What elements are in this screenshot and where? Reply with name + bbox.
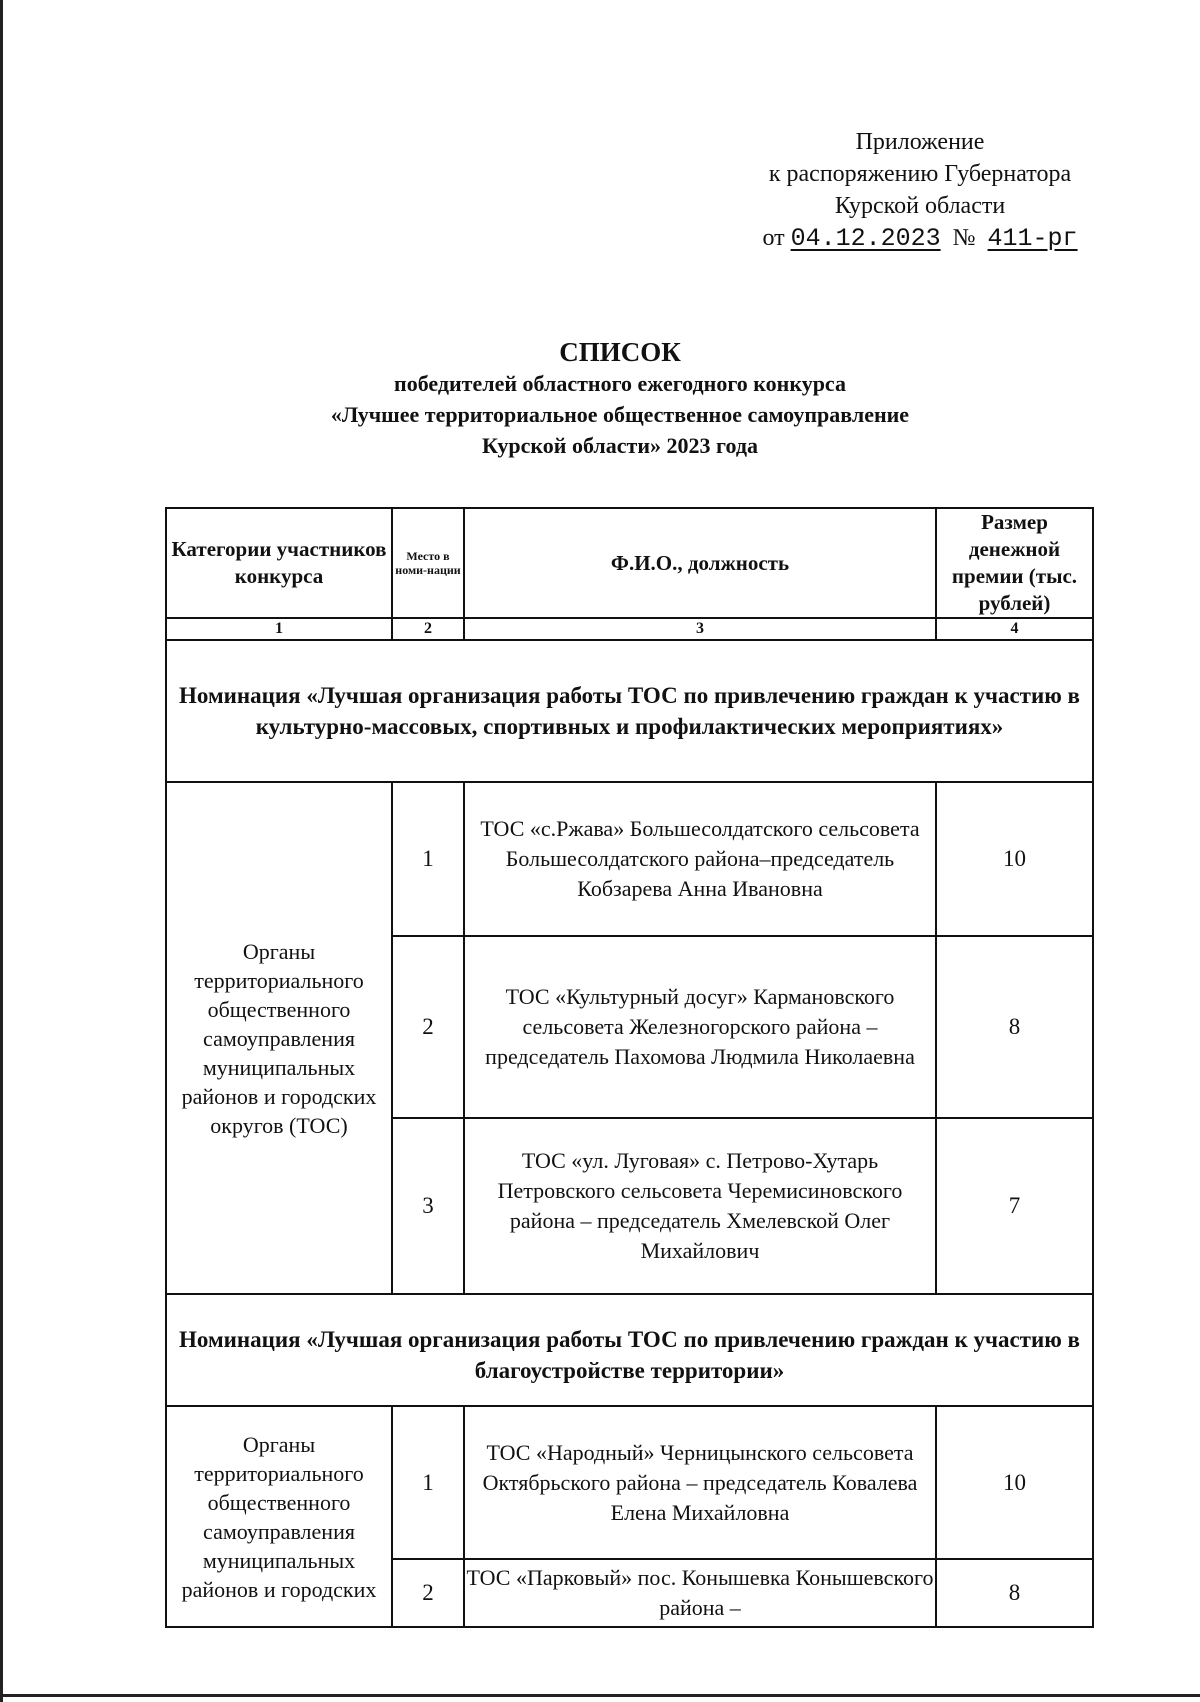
column-number: 2 — [392, 618, 464, 640]
title-line3: Курской области» 2023 года — [482, 433, 758, 458]
title-main: СПИСОК — [559, 337, 681, 367]
category-cell: Органы территориального общественного самоуправления муниципальных районов и городских — [166, 1406, 392, 1627]
winner-cell: ТОС «ул. Луговая» с. Петрово-Хутарь Петровского сельсовета Черемисиновского района – председатель Хмелевской Олег Михайлович — [464, 1118, 936, 1294]
nomination-row — [166, 640, 1093, 782]
scan-edge-bottom — [0, 1694, 1200, 1697]
place-cell: 1 — [392, 1406, 464, 1559]
table-row — [166, 1406, 1093, 1559]
appendix-line1: Приложение — [855, 129, 985, 155]
order-date: 04.12.2023 — [790, 224, 941, 253]
header-name: Ф.И.О., должность — [464, 508, 936, 618]
title-line1: победителей областного ежегодного конкурса — [394, 371, 846, 396]
category-cell: Органы территориального общественного самоуправления муниципальных районов и городских округов (ТОС) — [166, 782, 392, 1294]
appendix-header — [730, 126, 1110, 255]
prize-cell: 10 — [936, 1406, 1093, 1559]
header-row — [166, 508, 1093, 618]
table-row — [166, 782, 1093, 936]
prize-cell: 10 — [936, 782, 1093, 936]
winner-cell: ТОС «с.Ржава» Большесолдатского сельсовета Большесолдатского района–председатель Кобзарева Анна Ивановна — [464, 782, 936, 936]
place-cell: 3 — [392, 1118, 464, 1294]
date-prefix: от — [762, 225, 785, 251]
winner-cell: ТОС «Народный» Черницынского сельсовета Октябрьского района – председатель Ковалева Елена Михайловна — [464, 1406, 936, 1559]
nomination-row — [166, 1294, 1093, 1406]
prize-cell: 8 — [936, 1559, 1093, 1627]
appendix-reference — [730, 222, 1110, 255]
header-prize: Размер денежной премии (тыс. рублей) — [936, 508, 1093, 618]
appendix-line2: к распоряжению Губернатора — [768, 161, 1072, 187]
place-cell: 1 — [392, 782, 464, 936]
scan-edge-left — [0, 0, 3, 1702]
nomination-title: Номинация «Лучшая организация работы ТОС по привлечению граждан к участию в культурно-массовых, спортивных и профилактических мероприятиях» — [166, 640, 1093, 782]
winners-table — [165, 507, 1094, 1628]
title-line2: «Лучшее территориальное общественное самоуправление — [330, 402, 910, 427]
nomination-title: Номинация «Лучшая организация работы ТОС по привлечению граждан к участию в благоустройстве территории» — [166, 1294, 1093, 1406]
column-number-row — [166, 618, 1093, 640]
column-number: 4 — [936, 618, 1093, 640]
prize-cell: 8 — [936, 936, 1093, 1118]
header-category: Категории участников конкурса — [166, 508, 392, 618]
place-cell: 2 — [392, 1559, 464, 1627]
winner-cell: ТОС «Парковый» пос. Конышевка Конышевского района – — [464, 1559, 936, 1627]
prize-cell: 7 — [936, 1118, 1093, 1294]
column-number: 3 — [464, 618, 936, 640]
document-title — [150, 337, 1090, 461]
winner-cell: ТОС «Культурный досуг» Кармановского сельсовета Железногорского района – председатель Пахомова Людмила Николаевна — [464, 936, 936, 1118]
place-cell: 2 — [392, 936, 464, 1118]
number-sign: № — [952, 225, 976, 251]
header-place: Место в номи-нации — [392, 508, 464, 618]
order-number: 411-рг — [987, 224, 1078, 253]
column-number: 1 — [166, 618, 392, 640]
appendix-line3: Курской области — [834, 193, 1006, 219]
